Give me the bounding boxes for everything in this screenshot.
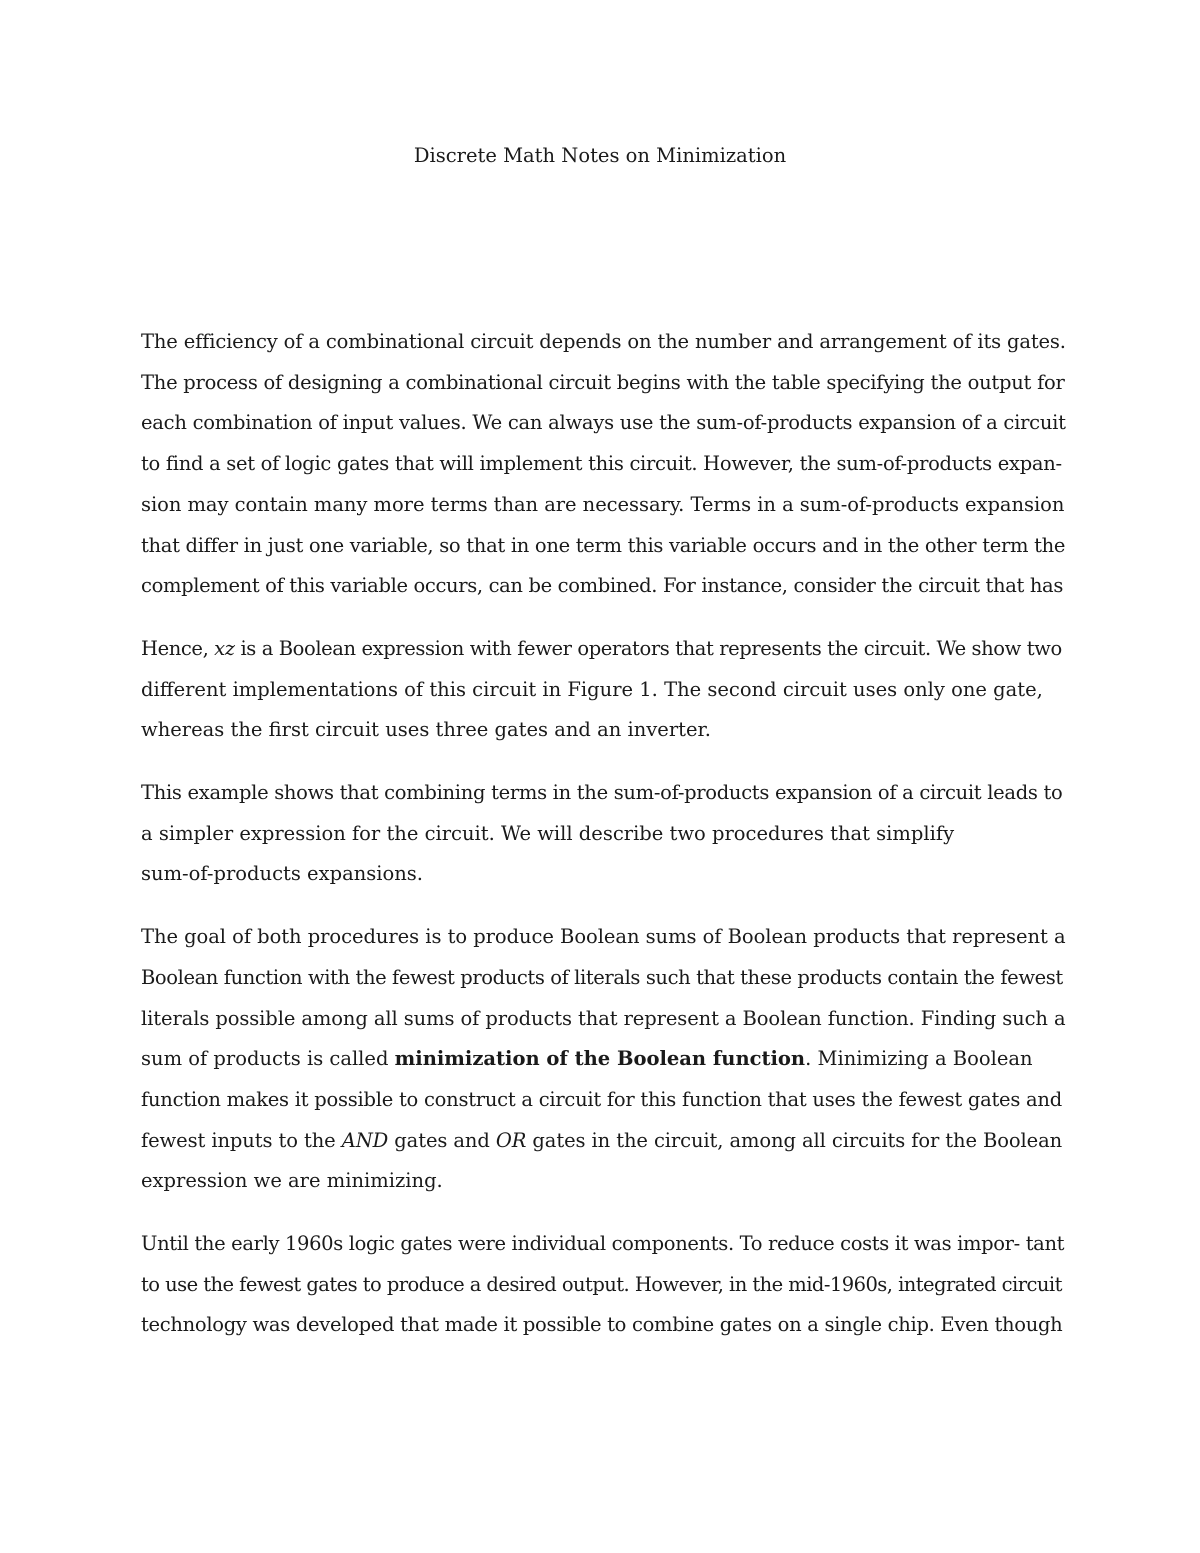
text-run: fewest inputs to the [141,1128,342,1152]
text-line: that differ in just one variable, so that in one term this variable occurs and in the other term the [141,533,1066,557]
text-run: . Minimizing a Boolean [805,1047,1033,1071]
text-run: gates in the circuit, among all circuits for the Boolean [526,1128,1063,1152]
text-line: expression we are minimizing. [141,1169,443,1193]
paragraph-history [141,1224,1066,1346]
text-line: This example shows that combining terms in the sum-of-products expansion of a circuit leads to [141,781,1063,805]
text-line [141,629,1066,670]
text-line: each combination of input values. We can always use the sum-of-products expansion of a circuit [141,411,1066,435]
page-title: Discrete Math Notes on Minimization [413,144,787,167]
text-line: different implementations of this circuit in Figure 1. The second circuit uses only one gate, [141,677,1043,701]
text-run: gates and [388,1128,496,1152]
text-line: sion may contain many more terms than are necessary. Terms in a sum-of-products expansion [141,492,1065,516]
gate-or: OR [495,1128,527,1152]
paragraph-goal [141,917,1066,1202]
text-line: The process of designing a combinational circuit begins with the table specifying the output for [141,370,1065,394]
text-line: Until the early 1960s logic gates were individual components. To reduce costs it was impor- tant [141,1232,1065,1256]
text-line: The goal of both procedures is to produce Boolean sums of Boolean products that represent a [141,925,1066,949]
text-run: Hence, [141,636,215,660]
text-line: sum-of-products expansions. [141,862,423,886]
text-line: technology was developed that made it possible to combine gates on a single chip. Even though [141,1313,1063,1337]
text-line [141,1121,1066,1162]
paragraph-hence [141,629,1066,751]
document-body [141,322,1066,1368]
key-term: minimization of the Boolean function [394,1047,806,1071]
text-line: to find a set of logic gates that will implement this circuit. However, the sum-of-products expan- [141,452,1062,476]
text-line: The efficiency of a combinational circuit depends on the number and arrangement of its gates. [141,330,1066,353]
text-line: function makes it possible to construct a circuit for this function that uses the fewest gates and [141,1087,1062,1111]
text-line: Boolean function with the fewest products of literals such that these products contain the fewest [141,965,1063,989]
gate-and: AND [341,1128,389,1152]
text-line: whereas the first circuit uses three gates and an inverter. [141,718,711,742]
text-line [141,1039,1066,1080]
text-line: a simpler expression for the circuit. We will describe two procedures that simplify [141,821,955,845]
text-line: to use the fewest gates to produce a desired output. However, in the mid-1960s, integrated circuit [141,1272,1062,1296]
paragraph-example [141,773,1066,895]
text-run: is a Boolean expression with fewer operators that represents the circuit. We show two [234,636,1062,660]
text-line: literals possible among all sums of products that represent a Boolean function. Finding such a [141,1006,1066,1030]
variable-xz: xz [214,636,235,660]
text-run: sum of products is called [141,1047,395,1071]
paragraph-efficiency [141,322,1066,607]
text-line: complement of this variable occurs, can be combined. For instance, consider the circuit that has [141,574,1063,598]
